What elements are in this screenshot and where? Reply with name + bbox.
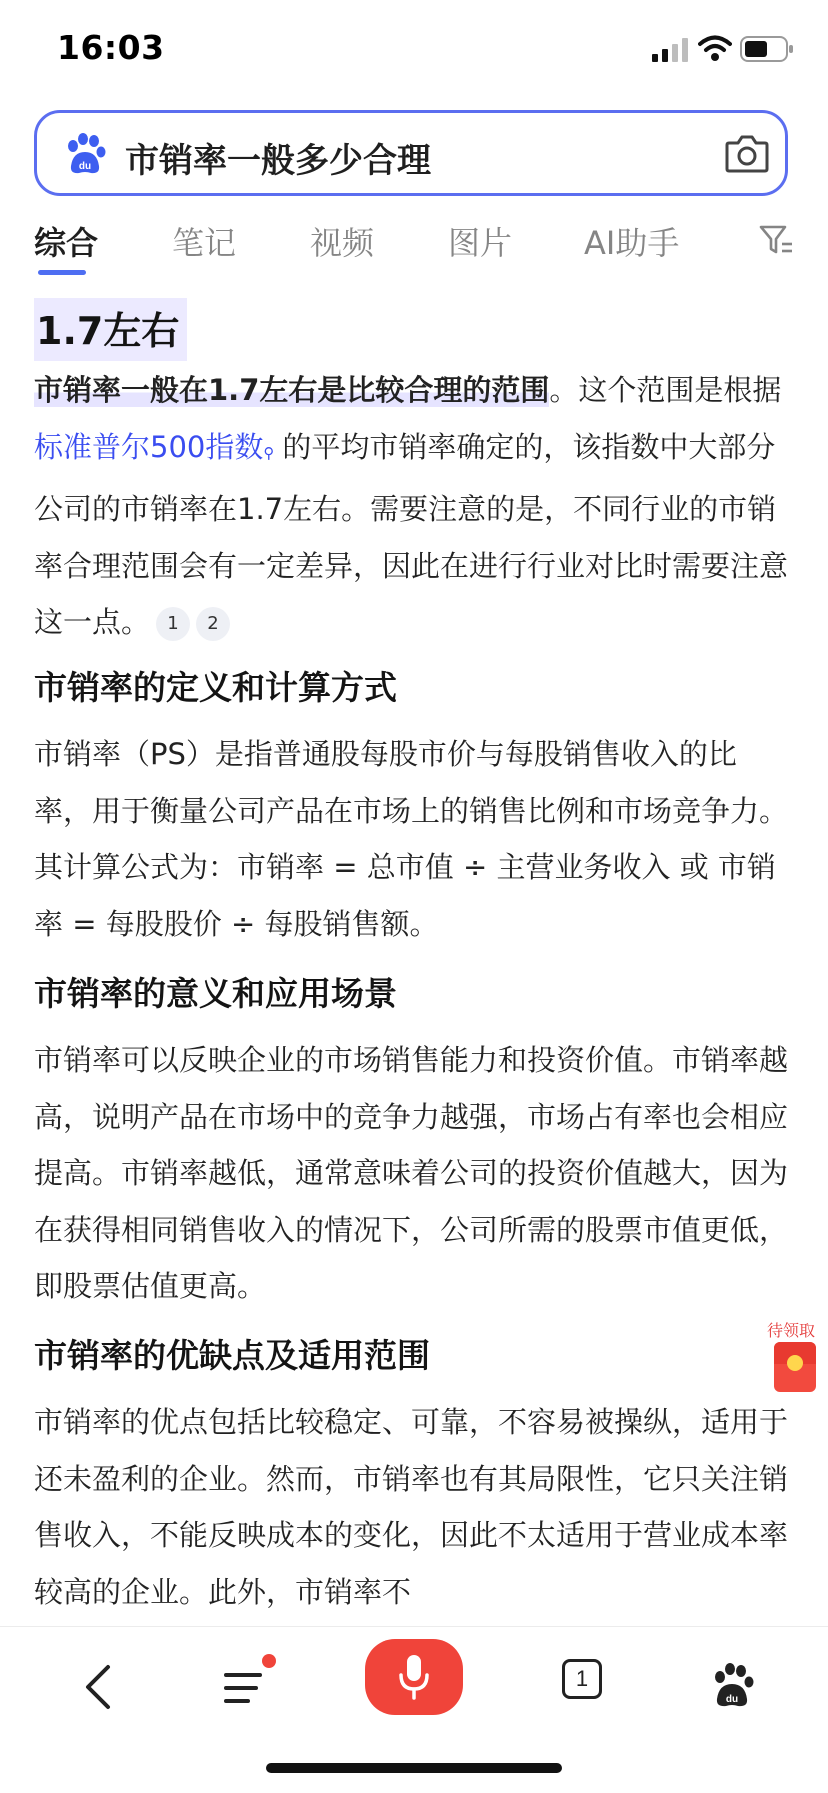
tab-ai-assistant[interactable]: AI助手 — [584, 224, 680, 262]
filter-icon[interactable] — [758, 222, 794, 258]
back-icon[interactable] — [70, 1657, 130, 1717]
section-heading-meaning: 市销率的意义和应用场景 — [34, 974, 397, 1013]
battery-icon — [740, 36, 794, 62]
search-link-icon[interactable]: ⚲ — [263, 443, 275, 462]
tab-notes[interactable]: 笔记 — [172, 224, 237, 262]
status-time: 16:03 — [57, 28, 165, 67]
answer-paragraph — [34, 362, 794, 651]
answer-highlight: 市销率一般在1.7左右是比较合理的范围 — [34, 373, 550, 407]
svg-text:du: du — [78, 161, 92, 172]
tab-count-button[interactable]: 1 — [562, 1659, 602, 1699]
answer-title: 1.7左右 — [34, 298, 187, 361]
svg-text:du: du — [725, 1694, 739, 1705]
baidu-paw-icon — [63, 132, 107, 176]
section-body-meaning: 市销率可以反映企业的市场销售能力和投资价值。市销率越高，说明产品在市场中的竞争力越强，市场占有率也会相应提高。市销率越低，通常意味着公司的投资价值越大，因为在获得相同销售收入的情况下，公司所需的股票市值更低，即股票估值更高。 — [34, 1043, 789, 1303]
status-bar — [0, 0, 828, 100]
section-heading-pros-cons: 市销率的优缺点及适用范围 — [34, 1336, 430, 1375]
red-packet-label[interactable]: 待领取 — [767, 1321, 816, 1340]
camera-search-icon[interactable] — [725, 133, 769, 173]
reference-badge-1[interactable]: 1 — [156, 607, 190, 641]
notification-dot — [262, 1654, 276, 1668]
tab-videos[interactable]: 视频 — [310, 224, 375, 262]
tab-bar — [0, 218, 828, 280]
voice-search-button[interactable] — [365, 1639, 463, 1715]
answer-text-a: 。这个范围是根据 — [549, 373, 782, 407]
section-heading-definition: 市销率的定义和计算方式 — [34, 668, 397, 707]
microphone-icon — [396, 1653, 432, 1701]
bottom-toolbar — [0, 1626, 828, 1793]
section-body-pros-cons: 市销率的优点包括比较稳定、可靠，不容易被操纵，适用于还未盈利的企业。然而，市销率也有其局限性，它只关注销售收入，不能反映成本的变化，因此不太适用于营业成本率较高的企业。此外，市销率不 — [34, 1405, 789, 1609]
red-packet-icon[interactable] — [774, 1342, 816, 1392]
active-tab-indicator — [38, 270, 86, 275]
home-indicator — [266, 1763, 562, 1773]
search-box[interactable] — [34, 110, 788, 196]
section-body-definition: 市销率（PS）是指普通股每股市价与每股销售收入的比率，用于衡量公司产品在市场上的销售比例和市场竞争力。其计算公式为：市销率 = 总市值 ÷ 主营业务收入 或 市销率 = 每股股价 ÷ 每股销售额。 — [34, 737, 789, 941]
answer-text-b: 的平均市销率确定的，该指数中大部分公司的市销率在1.7左右。需要注意的是，不同行业的市销率合理范围会有一定差异，因此在进行行业对比时需要注意这一点。 — [34, 429, 789, 639]
search-query[interactable]: 市销率一般多少合理 — [125, 141, 431, 181]
tab-images[interactable]: 图片 — [448, 224, 513, 262]
baidu-home-icon[interactable] — [704, 1657, 764, 1717]
reference-badge-2[interactable]: 2 — [196, 607, 230, 641]
tab-zonghe[interactable]: 综合 — [34, 224, 99, 262]
cellular-signal-icon — [652, 38, 690, 62]
wifi-icon — [698, 34, 732, 62]
red-packet-seal — [787, 1355, 803, 1371]
index-link[interactable]: 标准普尔500指数 — [34, 429, 264, 464]
